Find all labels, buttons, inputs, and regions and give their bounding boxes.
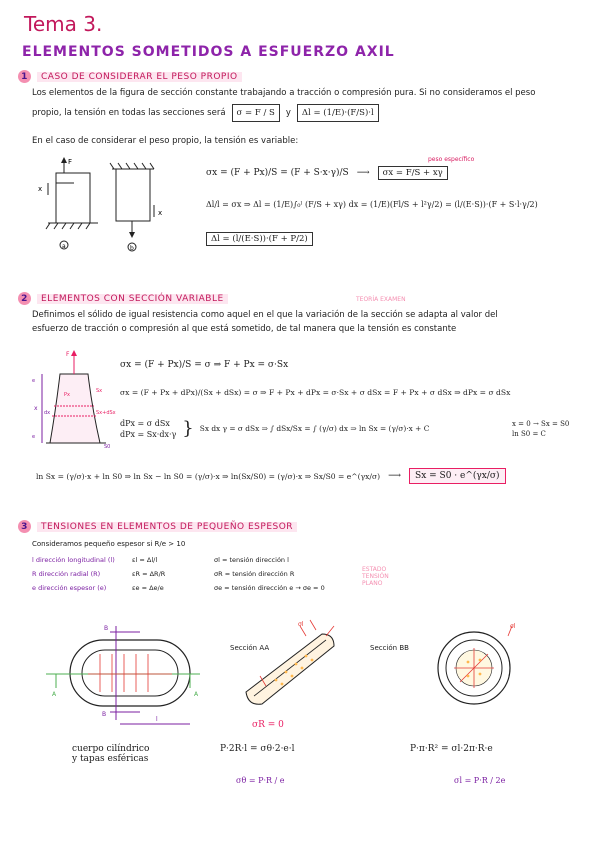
directions-list	[32, 556, 325, 592]
dir-label: R dirección radial (R)	[32, 570, 101, 578]
sec2-boundary	[512, 420, 569, 438]
AA-result: σθ = P·R / e	[236, 776, 285, 785]
section-2-heading	[18, 292, 228, 305]
cyl-B-top: B	[104, 625, 109, 632]
sec2-eq3a: dPx = σ dSx	[120, 418, 170, 428]
sec2-eq3-block	[120, 418, 580, 439]
sec2-eq4-result: Sx = S0 · e^(γx/σ)	[409, 468, 506, 484]
var-fig-Px: Px	[64, 392, 70, 398]
cyl-A-right: A	[194, 691, 199, 698]
var-fig-Sx: Sx	[96, 388, 103, 394]
fig-a-x-label: x	[38, 185, 43, 193]
dir-eps: εR = ΔR/R	[132, 570, 166, 578]
page-subtitle: ELEMENTOS SOMETIDOS A ESFUERZO AXIL	[22, 44, 395, 60]
cylinder-caption	[72, 744, 149, 764]
peso-especifico-note: peso específico	[428, 156, 475, 163]
sigma-formula-box: σ = F / S	[232, 104, 280, 122]
conjunction: y	[285, 108, 291, 118]
sec2-eq3d: x = 0 → Sx = S0	[512, 420, 570, 428]
cylinder-caption-2: y tapas esféricas	[72, 754, 149, 764]
var-fig-F: F	[66, 351, 70, 358]
var-fig-e1: e	[32, 378, 36, 384]
var-fig-x: x	[34, 405, 38, 412]
cyl-l-label: l	[156, 716, 158, 723]
dir-sig: σe = tensión dirección e → σe = 0	[214, 584, 325, 592]
section-1-line-1: Los elementos de la figura de sección constante trabajando a tracción o compresión pura. Si no consideramos el peso	[32, 88, 536, 98]
fig-a-F-label: F	[68, 158, 73, 166]
variable-section-figure	[30, 348, 120, 458]
var-fig-SxdSx: Sx+dSx	[96, 410, 116, 416]
state-note: ESTADO TENSIÓN PLANO	[362, 566, 389, 587]
dir-label: l dirección longitudinal (l)	[32, 556, 115, 564]
direction-row-R	[32, 570, 325, 578]
var-fig-dx: dx	[44, 410, 51, 416]
section-AA-title: Sección AA	[230, 644, 270, 652]
BB-sigma: σl	[510, 623, 516, 630]
eq-row-1	[206, 166, 448, 180]
BB-formula: P·π·R² = σl·2π·R·e	[410, 744, 493, 754]
section-3-heading	[18, 520, 297, 533]
eq2: Δl/l = σx ⇒ Δl = (1/E)∫₀ˡ (F/S + xγ) dx = (1/E)(Fl/S + l²γ/2) = (l/(E·S))·(F + S·l·γ/2)	[206, 200, 538, 209]
direction-row-l	[32, 556, 325, 564]
arrow-icon-2: ⟶	[388, 471, 402, 481]
arrow-icon: ⟶	[356, 168, 370, 178]
section-2-title: ELEMENTOS CON SECCIÓN VARIABLE	[37, 294, 228, 304]
sec2-eq2: σx = (F + Px + dPx)/(Sx + dSx) = σ ⇒ F + Px + dPx = σ·Sx + σ dSx = F + Px + σ dSx ⇒ dPx = σ dSx	[120, 388, 511, 397]
var-fig-S0: S0	[104, 444, 111, 450]
cylinder-figure	[40, 612, 210, 732]
section-1-number: 1	[18, 70, 31, 83]
eq1-result-box: σx = F/S + xγ	[378, 166, 448, 180]
sec2-eq3e: ln S0 = C	[512, 430, 546, 438]
cyl-A-left: A	[52, 691, 57, 698]
section-2-line-1: Definimos el sólido de igual resistencia como aquel en el que la variación de la sección se adapta al valor del	[32, 310, 498, 320]
section-1-line-2: propio, la tensión en todas las secciones será	[32, 108, 226, 118]
dir-sig: σl = tensión dirección l	[214, 556, 289, 564]
section-3-title: TENSIONES EN ELEMENTOS DE PEQUEÑO ESPESOR	[37, 522, 297, 532]
var-fig-e2: e	[32, 434, 36, 440]
dir-label: e dirección espesor (e)	[32, 584, 107, 592]
sec2-eq4: ln Sx = (γ/σ)·x + ln S0 ⇒ ln Sx − ln S0 = (γ/σ)·x ⇒ ln(Sx/S0) = (γ/σ)·x ⇒ Sx/S0 = e^(γx/σ)	[36, 471, 381, 481]
dir-eps: εl = Δl/l	[132, 556, 158, 564]
figure-a	[46, 157, 98, 249]
section-BB-figure	[430, 614, 540, 724]
consider-text: Consideramos pequeño espesor si R/e > 10	[32, 540, 186, 548]
sec2-eq3b: dPx = Sx·dx·γ	[120, 429, 177, 439]
sec2-eq3c: Sx dx γ = σ dSx ⇒ ∫ dSx/Sx = ∫ (γ/σ) dx ⇒ ln Sx = (γ/σ)·x + C	[199, 424, 430, 433]
dir-sig: σR = tensión dirección R	[214, 570, 295, 578]
fig-a-caption: a	[62, 243, 66, 250]
page-title: Tema 3.	[24, 12, 103, 36]
section-1-heading	[18, 70, 242, 83]
dir-eps: εe = Δe/e	[132, 584, 164, 592]
section-2-number: 2	[18, 292, 31, 305]
eq3-box: Δl = (l/(E·S))·(F + P/2)	[206, 232, 313, 246]
direction-row-e	[32, 584, 325, 592]
BB-result: σl = P·R / 2e	[454, 776, 506, 785]
figure-b	[110, 163, 154, 251]
fig-b-x-label: x	[158, 209, 163, 217]
AA-formula: P·2R·l = σθ·2·e·l	[220, 744, 295, 754]
section-1-title: CASO DE CONSIDERAR EL PESO PROPIO	[37, 72, 242, 82]
bar-figures	[28, 155, 168, 255]
section-2-line-2: esfuerzo de tracción o compresión al que está sometido, de tal manera que la tensión es constante	[32, 324, 457, 334]
section-1-paragraph	[32, 86, 592, 122]
sec2-eq1: σx = (F + Px)/S = σ ⇒ F + Px = σ·Sx	[120, 360, 289, 370]
dl-formula-box: Δl = (1/E)·(F/S)·l	[297, 104, 379, 122]
sec2-eq4-row	[36, 468, 506, 484]
side-note: TEORÍA EXAMEN	[356, 296, 406, 303]
section-AA-figure	[226, 614, 356, 714]
AA-sigmaR: σR = 0	[252, 720, 284, 730]
fig-b-caption: b	[130, 245, 134, 252]
eq1-left: σx = (F + Px)/S = (F + S·x·γ)/S	[206, 168, 349, 178]
section-1-intro: En el caso de considerar el peso propio, la tensión es variable:	[32, 136, 299, 146]
section-2-paragraph	[32, 308, 592, 336]
cyl-B-bot: B	[102, 711, 107, 718]
section-3-number: 3	[18, 520, 31, 533]
section-BB-title: Sección BB	[370, 644, 409, 652]
AA-sigma: σl	[298, 621, 304, 628]
cylinder-caption-1: cuerpo cilíndrico	[72, 744, 150, 754]
brace-icon: }	[182, 418, 194, 439]
